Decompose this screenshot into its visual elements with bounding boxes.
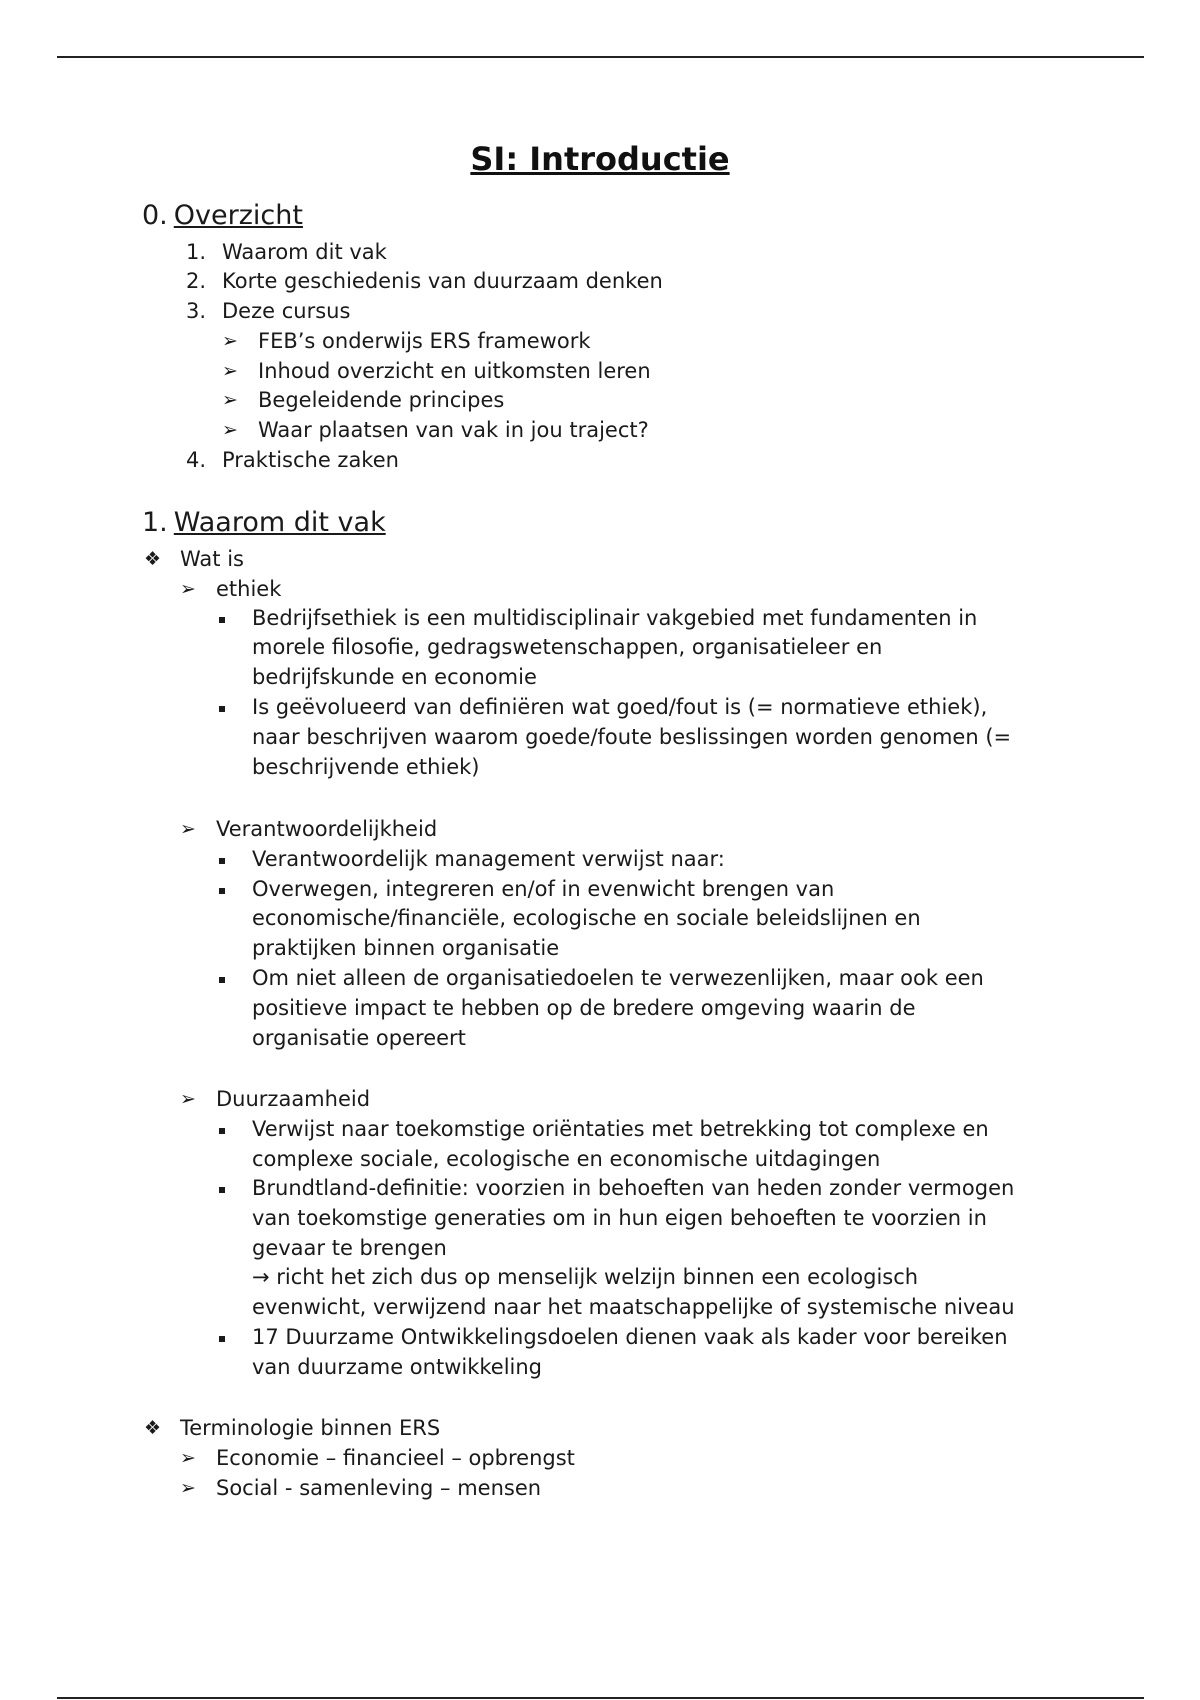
diamond-bullet-icon: ❖ xyxy=(144,548,162,570)
square-bullet-icon xyxy=(219,1128,225,1134)
paragraph-line: Verantwoordelijk management verwijst naar: xyxy=(252,847,725,871)
paragraph-line: → richt het zich dus op menselijk welzijn binnen een ecologisch xyxy=(252,1265,919,1289)
item-number: 2. xyxy=(186,269,207,293)
square-bullet-icon xyxy=(219,1187,225,1193)
list-item xyxy=(186,267,206,296)
paragraph-line: organisatie opereert xyxy=(252,1026,466,1050)
paragraph-line: Is geëvolueerd van definiëren wat goed/fout is (= normatieve ethiek), xyxy=(252,695,988,719)
item-number: 1. xyxy=(186,240,207,264)
paragraph-line: complexe sociale, ecologische en economische uitdagingen xyxy=(252,1147,881,1171)
bottom-rule xyxy=(57,1697,1144,1699)
arrow-bullet-icon: ➢ xyxy=(222,389,238,411)
paragraph-line: van toekomstige generaties om in hun eigen behoeften te voorzien in xyxy=(252,1206,987,1230)
arrow-bullet-icon: ➢ xyxy=(222,330,238,352)
list-item-text: Social - samenleving – mensen xyxy=(216,1476,542,1500)
paragraph-line: Om niet alleen de organisatiedoelen te verwezenlijken, maar ook een xyxy=(252,966,984,990)
list-item-text: Deze cursus xyxy=(222,299,351,323)
arrow-bullet-icon: ➢ xyxy=(180,1088,196,1110)
list-item-text: Economie – financieel – opbrengst xyxy=(216,1446,575,1470)
paragraph-line: Verwijst naar toekomstige oriëntaties met betrekking tot complexe en xyxy=(252,1117,989,1141)
paragraph-line: morele filosofie, gedragswetenschappen, organisatieleer en xyxy=(252,635,883,659)
paragraph-line: van duurzame ontwikkeling xyxy=(252,1355,543,1379)
diamond-bullet-icon: ❖ xyxy=(144,1417,162,1439)
paragraph-line: bedrijfskunde en economie xyxy=(252,665,537,689)
list-item-text: Verantwoordelijkheid xyxy=(216,817,438,841)
list-item-text: Korte geschiedenis van duurzaam denken xyxy=(222,269,663,293)
square-bullet-icon xyxy=(219,617,225,623)
list-item-text: Inhoud overzicht en uitkomsten leren xyxy=(258,359,651,383)
section-number: 1. xyxy=(142,507,168,538)
arrow-bullet-icon: ➢ xyxy=(180,578,196,600)
top-rule xyxy=(57,56,1144,58)
paragraph-line: positieve impact te hebben op de bredere omgeving waarin de xyxy=(252,996,916,1020)
list-item-text: Wat is xyxy=(180,547,244,571)
paragraph-line: economische/financiële, ecologische en sociale beleidslijnen en xyxy=(252,906,921,930)
square-bullet-icon xyxy=(219,977,225,983)
arrow-bullet-icon: ➢ xyxy=(180,1447,196,1469)
arrow-bullet-icon: ➢ xyxy=(222,360,238,382)
list-item-text: ethiek xyxy=(216,577,282,601)
item-number: 3. xyxy=(186,299,207,323)
list-item-text: Waarom dit vak xyxy=(222,240,387,264)
paragraph-line: 17 Duurzame Ontwikkelingsdoelen dienen vaak als kader voor bereiken xyxy=(252,1325,1008,1349)
square-bullet-icon xyxy=(219,1336,225,1342)
paragraph-line: Overwegen, integreren en/of in evenwicht brengen van xyxy=(252,877,835,901)
square-bullet-icon xyxy=(219,858,225,864)
list-item-text: Begeleidende principes xyxy=(258,388,505,412)
square-bullet-icon xyxy=(219,888,225,894)
section-0-heading xyxy=(142,200,303,231)
page-title: SI: Introductie xyxy=(470,140,730,178)
paragraph-line: Brundtland-definitie: voorzien in behoeften van heden zonder vermogen xyxy=(252,1176,1015,1200)
list-item-text: Terminologie binnen ERS xyxy=(180,1416,441,1440)
list-item-text: Duurzaamheid xyxy=(216,1087,371,1111)
paragraph-line: Bedrijfsethiek is een multidisciplinair vakgebied met fundamenten in xyxy=(252,606,978,630)
list-item-text: Waar plaatsen van vak in jou traject? xyxy=(258,418,649,442)
arrow-bullet-icon: ➢ xyxy=(180,1477,196,1499)
section-1-heading xyxy=(142,507,386,538)
arrow-bullet-icon: ➢ xyxy=(222,419,238,441)
item-number: 4. xyxy=(186,448,207,472)
paragraph-line: naar beschrijven waarom goede/foute beslissingen worden genomen (= xyxy=(252,725,1012,749)
paragraph-line: gevaar te brengen xyxy=(252,1236,447,1260)
paragraph-line: beschrijvende ethiek) xyxy=(252,755,480,779)
list-item-text: Praktische zaken xyxy=(222,448,399,472)
paragraph-line: evenwicht, verwijzend naar het maatschappelijke of systemische niveau xyxy=(252,1295,1015,1319)
square-bullet-icon xyxy=(219,706,225,712)
list-item xyxy=(186,446,206,475)
section-title: Overzicht xyxy=(173,200,303,231)
paragraph-line: praktijken binnen organisatie xyxy=(252,936,560,960)
list-item xyxy=(186,297,206,326)
section-number: 0. xyxy=(142,200,168,231)
list-item-text: FEB’s onderwijs ERS framework xyxy=(258,329,591,353)
section-title: Waarom dit vak xyxy=(173,507,386,538)
list-item xyxy=(186,238,206,267)
arrow-bullet-icon: ➢ xyxy=(180,818,196,840)
